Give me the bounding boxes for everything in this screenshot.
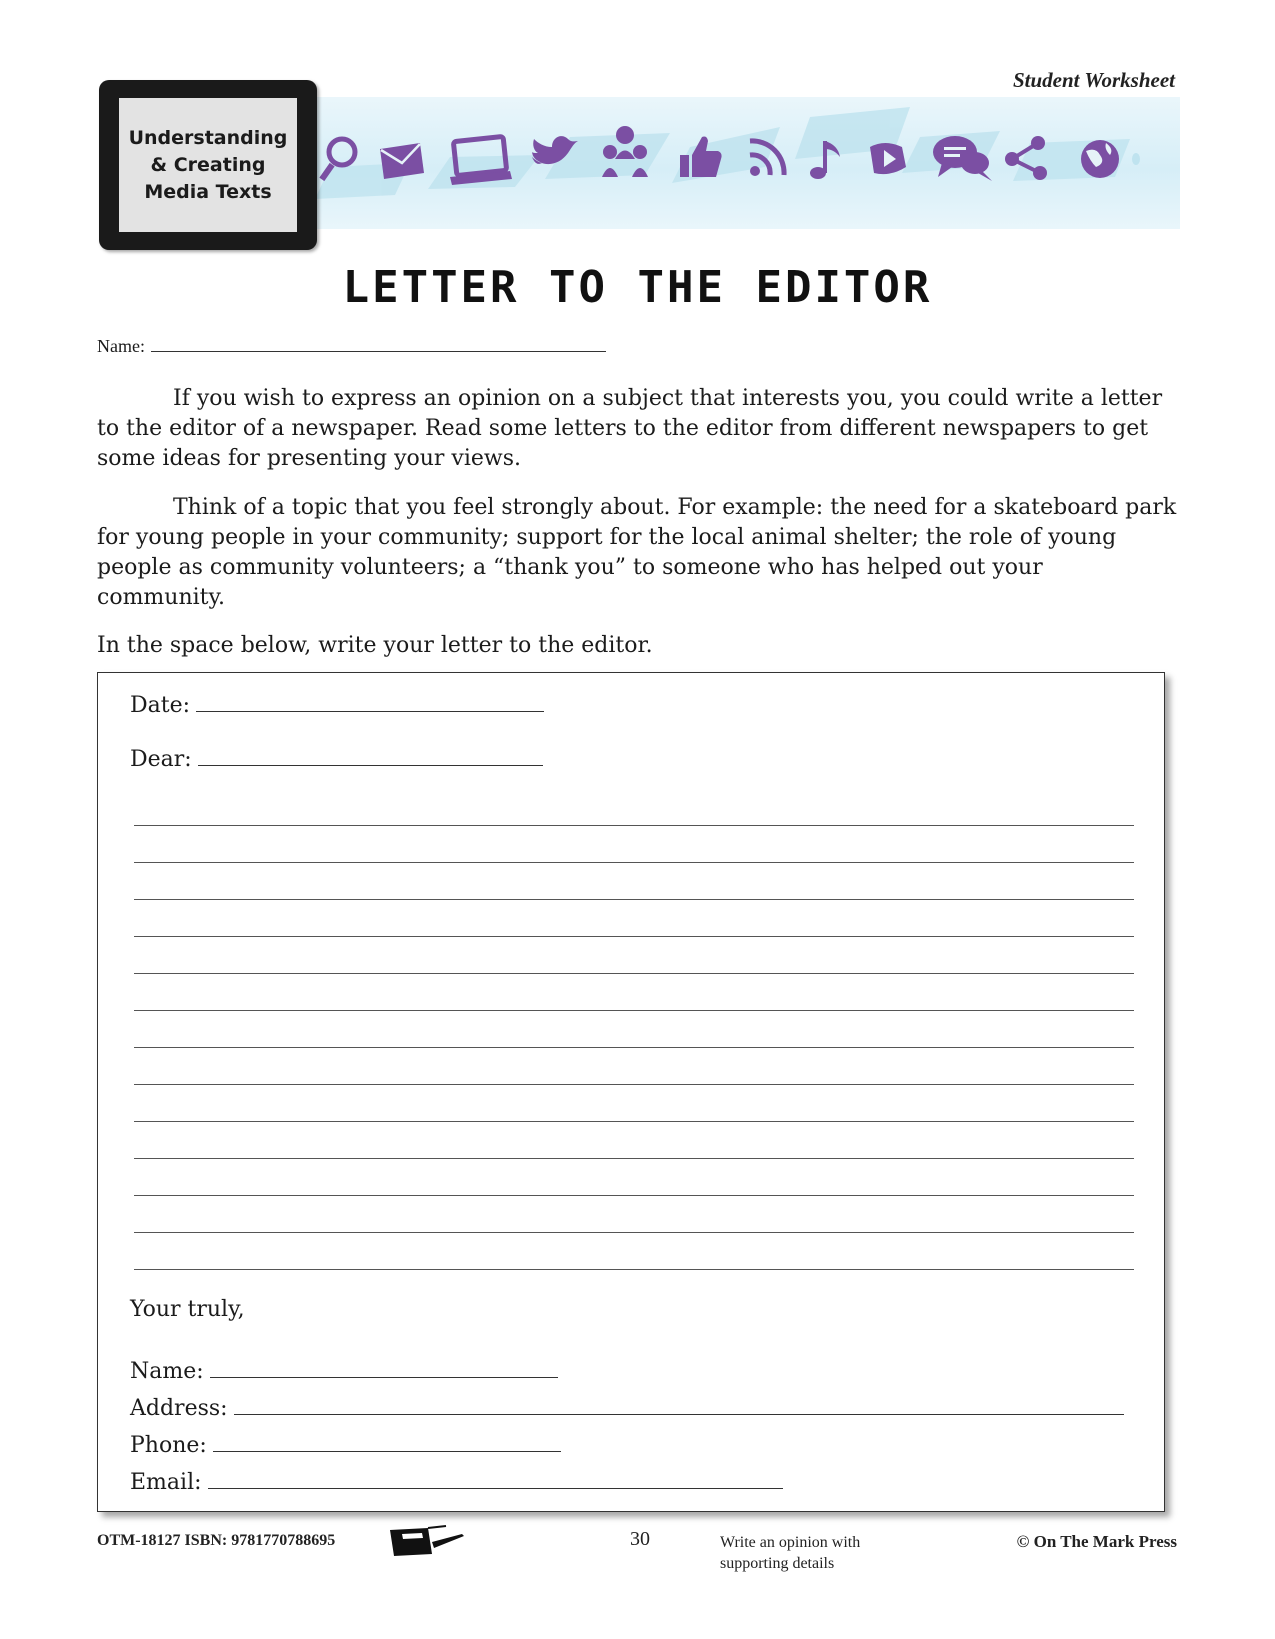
topic-paragraph: Think of a topic that you feel strongly about. For example: the need for a skateboard park for young people in your community; support for the local animal shelter; the role of young people as community volunteers; a “thank you” to someone who has helped out your community. <box>97 495 1177 610</box>
phone-label: Phone: <box>130 1433 207 1458</box>
page-title: LETTER TO THE EDITOR <box>342 262 933 313</box>
student-name-field[interactable] <box>97 336 606 357</box>
footer-code: OTM-18127 ISBN: 9781770788695 <box>97 1532 336 1549</box>
tablet-title-line-1: Understanding <box>128 126 288 149</box>
footer-description <box>720 1532 860 1574</box>
writing-line[interactable] <box>134 1195 1134 1196</box>
dear-field[interactable] <box>130 747 543 772</box>
phone-field[interactable] <box>130 1433 561 1458</box>
globe-icon <box>1081 140 1140 178</box>
address-label: Address: <box>130 1396 228 1421</box>
address-field[interactable] <box>130 1396 1124 1421</box>
tablet-title-line-2: & Creating <box>150 153 266 176</box>
worksheet-label: Student Worksheet <box>1012 68 1175 92</box>
date-field[interactable] <box>130 693 544 718</box>
writing-line[interactable] <box>134 899 1134 900</box>
dear-label: Dear: <box>130 747 192 772</box>
intro-paragraph: If you wish to express an opinion on a subject that interests you, you could write a letter to the editor of a newspaper. Read some letters to the editor from different newspapers to get some ideas for presenting your views. <box>97 386 1163 471</box>
page-number: 30 <box>630 1528 650 1550</box>
writing-line[interactable] <box>134 1010 1134 1011</box>
writing-line[interactable] <box>134 973 1134 974</box>
tablet-frame <box>99 80 317 250</box>
date-label: Date: <box>130 693 191 718</box>
footer-description-line-1: Write an opinion with <box>720 1534 861 1551</box>
writing-line[interactable] <box>134 862 1134 863</box>
email-label: Email: <box>130 1470 202 1495</box>
writing-line[interactable] <box>134 1269 1134 1270</box>
book-icon <box>388 1524 466 1558</box>
header-banner <box>310 97 1180 229</box>
footer-description-line-2: supporting details <box>720 1555 835 1572</box>
play-icon <box>870 143 906 174</box>
writing-line[interactable] <box>134 1158 1134 1159</box>
writing-line[interactable] <box>134 1232 1134 1233</box>
sender-name-field[interactable] <box>130 1359 558 1384</box>
writing-line[interactable] <box>134 825 1134 826</box>
sender-name-label: Name: <box>130 1359 204 1384</box>
tablet-title-line-3: Media Texts <box>144 180 272 203</box>
copyright: © On The Mark Press <box>1016 1532 1177 1551</box>
writing-line[interactable] <box>134 1084 1134 1085</box>
email-field[interactable] <box>130 1470 783 1495</box>
tablet-title <box>119 98 297 232</box>
writing-line[interactable] <box>134 1121 1134 1122</box>
writing-line[interactable] <box>134 1047 1134 1048</box>
writing-line[interactable] <box>134 936 1134 937</box>
mail-icon <box>380 143 424 179</box>
letter-box <box>97 672 1165 1512</box>
closing-text: Your truly, <box>130 1297 245 1322</box>
student-name-label: Name: <box>97 336 145 356</box>
instruction-paragraph: In the space below, write your letter to the editor. <box>97 633 653 658</box>
